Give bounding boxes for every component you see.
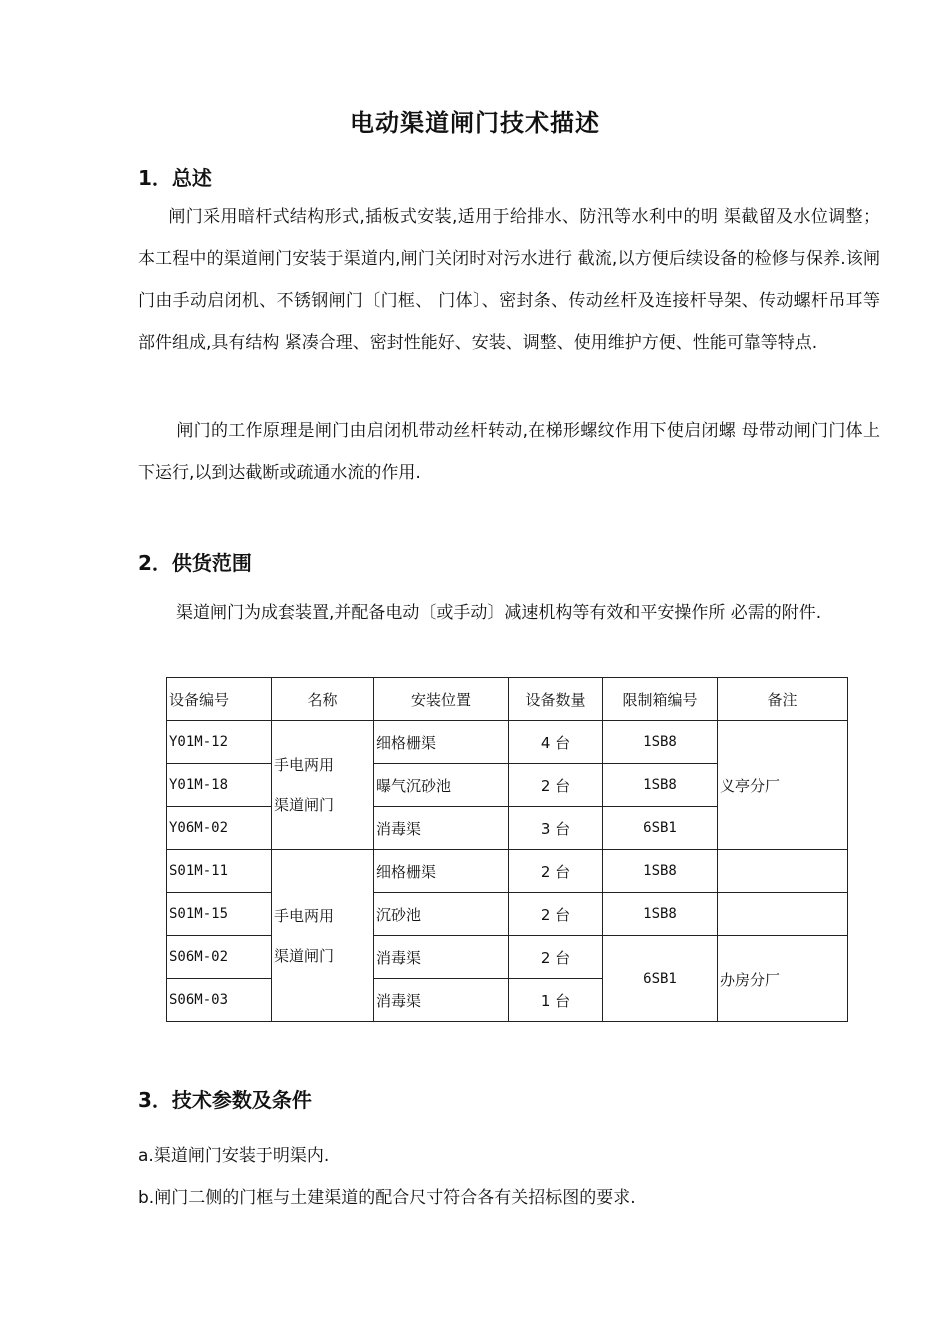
table-row xyxy=(167,893,848,936)
section-2-heading: 2．供货范围 xyxy=(138,551,252,575)
remarks-text: 办房分厂 xyxy=(720,971,781,989)
control-box-cell: 1SB8 xyxy=(603,764,718,807)
quantity-cell: 3 台 xyxy=(509,807,603,850)
device-code-cell: Y01M-18 xyxy=(167,764,272,807)
device-code-cell: S01M-11 xyxy=(167,850,272,893)
remarks-cell xyxy=(718,936,848,1022)
device-code-cell: Y01M-12 xyxy=(167,721,272,764)
device-name-line: 手电两用 xyxy=(274,906,335,925)
device-name-line: 手电两用 xyxy=(274,756,335,774)
header-control-box: 限制箱编号 xyxy=(603,678,718,721)
header-name: 名称 xyxy=(272,678,374,721)
section-2-paragraph: 渠道闸门为成套装置,并配备电动〔或手动〕减速机构等有效和平安操作所 必需的附件. xyxy=(176,603,822,623)
device-code-cell: S01M-15 xyxy=(167,893,272,936)
remarks-cell: 义亭分厂 xyxy=(718,721,848,850)
header-quantity: 设备数量 xyxy=(509,678,603,721)
section-3-item-a: a.渠道闸门安装于明渠内. xyxy=(138,1146,330,1166)
document-title: 电动渠道闸门技术描述 xyxy=(350,109,600,137)
section-1-heading: 1．总述 xyxy=(138,166,212,190)
table-row xyxy=(167,936,848,979)
header-location: 安装位置 xyxy=(374,678,509,721)
quantity-cell: 1 台 xyxy=(509,979,603,1022)
control-box-cell: 6SB1 xyxy=(603,936,718,1022)
header-device-code: 设备编号 xyxy=(167,678,272,721)
location-cell: 细格栅渠 xyxy=(374,850,509,893)
quantity-cell: 2 台 xyxy=(509,936,603,979)
quantity-cell: 2 台 xyxy=(509,764,603,807)
control-box-cell: 1SB8 xyxy=(603,850,718,893)
table-header-row xyxy=(167,678,848,721)
control-box-cell: 6SB1 xyxy=(603,807,718,850)
section-3-heading: 3．技术参数及条件 xyxy=(138,1088,312,1112)
device-code-cell: S06M-03 xyxy=(167,979,272,1022)
section-1-paragraph-2: 闸门的工作原理是闸门由启闭机带动丝杆转动,在梯形螺纹作用下使启闭螺 母带动闸门门体上下运行,以到达截断或疏通水流的作用. xyxy=(138,421,880,483)
section-3-item-b: b.闸门二侧的门框与土建渠道的配合尺寸符合各有关招标图的要求. xyxy=(138,1188,636,1208)
device-name-cell xyxy=(272,850,374,1022)
remarks-cell-empty xyxy=(718,850,848,893)
quantity-cell: 4 台 xyxy=(509,721,603,764)
table-row xyxy=(167,850,848,893)
device-code-cell: S06M-02 xyxy=(167,936,272,979)
control-box-cell: 1SB8 xyxy=(603,721,718,764)
table-row xyxy=(167,721,848,764)
location-cell: 沉砂池 xyxy=(374,893,509,936)
header-remarks: 备注 xyxy=(718,678,848,721)
remarks-cell-upper xyxy=(718,893,848,936)
location-cell: 消毒渠 xyxy=(374,936,509,979)
location-cell: 细格栅渠 xyxy=(374,721,509,764)
location-cell: 消毒渠 xyxy=(374,979,509,1022)
device-code-cell: Y06M-02 xyxy=(167,807,272,850)
section-1-paragraph-1: 闸门采用暗杆式结构形式,插板式安装,适用于给排水、防汛等水利中的明 渠截留及水位调整；本工程中的渠道闸门安装于渠道内,闸门关闭时对污水进行 截流,以方便后续设备的检修与保养.该闸门由手动启闭机、不锈钢闸门〔门框、 门体〕、密封条、传动丝杆及连接杆导架、传动螺杆吊耳等部件组成,具有结构 紧凑合理、密封性能好、安装、调整、使用维护方便、性能可靠等特点. xyxy=(138,207,880,353)
control-box-cell: 1SB8 xyxy=(603,893,718,936)
location-cell: 曝气沉砂池 xyxy=(374,764,509,807)
supply-table xyxy=(166,677,848,1022)
location-cell: 消毒渠 xyxy=(374,807,509,850)
quantity-cell: 2 台 xyxy=(509,850,603,893)
device-name-line: 渠道闸门 xyxy=(274,796,335,814)
device-name-cell xyxy=(272,721,374,850)
device-name-line: 渠道闸门 xyxy=(274,946,335,965)
quantity-cell: 2 台 xyxy=(509,893,603,936)
